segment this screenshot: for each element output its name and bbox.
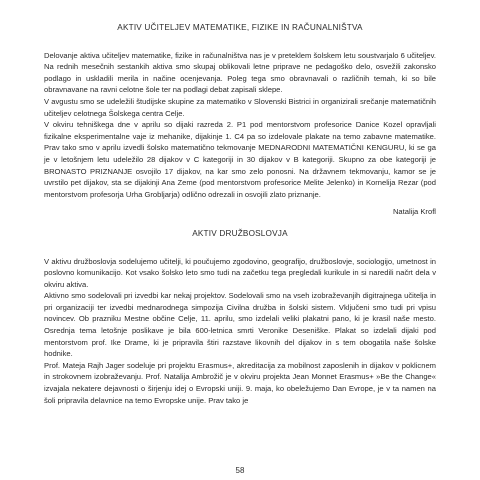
paragraph: Aktivno smo sodelovali pri izvedbi kar nekaj projektov. Sodelovali smo na vseh izobraževanjih digitrajnega učitelja in pri organizaciji ter izvedbi mednarodnega simpozija Civilna družba in šolski sistem. Vključeni smo tudi pri vpisu novincev. Ob prazniku Mestne občine Celje, 11. aprilu, smo izdelali veliki plakatni pano, ki je krasil naše mesto. Osrednja tema letošnje poslikave je bila 600-letnica smrti Veronike Deseniške. Plakat so izdelali dijaki pod mentorstvom prof. Ike Drame, ki je pripravila štiri razstave likovnih del dijakov in s tem obogatila naše šolske hodnike. <box>44 291 436 359</box>
paragraph: V avgustu smo se udeležili študijske skupine za matematiko v Slovenski Bistrici in organizirali srečanje matematičnih učiteljev celotnega Šolskega centra Celje. <box>44 96 436 118</box>
section-heading-math: AKTIV UČITELJEV MATEMATIKE, FIZIKE IN RAČUNALNIŠTVA <box>117 23 363 32</box>
paragraph: Prof. Mateja Rajh Jager sodeluje pri projektu Erasmus+, akreditacija za mobilnost zaposlenih in dijakov v poklicnem in strokovnem izobraževanju. Prof. Natalija Ambrožič je v okviru projekta Jean Monnet Erasmus+ »Be the Change« izvajala nekatere dejavnosti o širjenju idej o Evropski uniji. 9. maja, ko obeležujemo Dan Evrope, je v ta namen na šoli pripravila delavnice na temo Evropske unije. Prav tako je <box>44 360 436 405</box>
document-page <box>44 22 436 406</box>
paragraph: Delovanje aktiva učiteljev matematike, fizike in računalništva nas je v preteklem šolskem letu soustvarjalo 6 učiteljev. Na rednih mesečnih sestankih aktiva smo skupaj oblikovali letne priprave ne pedagoško delo, osvežili zakonsko podlago in uskladili merila in načine ocenjevanja. Poleg tega smo obravnavali o različnih temah, ki so bile obravnavane na ravni celotne šole ter na podlagi debat zapisali sklepe. <box>44 50 436 95</box>
author-signature: Natalija Krofl <box>392 207 436 217</box>
section-heading-social-sciences: AKTIV DRUŽBOSLOVJA <box>192 228 288 238</box>
paragraph: V okviru tehniškega dne v aprilu so dijaki razreda 2. P1 pod mentorstvom profesorice Danice Kozel opravljali fizikalne eksperimentalne vaje iz mehanike, dijakinje 1. C4 pa so izdelovale plakate na temo zabavne matematike. Prav tako smo v aprilu izvedli šolsko matematično tekmovanje MEDNARODNI MATEMATIČNI KENGURU, ki se ga je v letošnjem letu udeležilo 28 dijakov v C kategoriji in 30 dijakov v B kategoriji. Skupno za obe kategoriji je BRONASTO PRIZNANJE osvojilo 17 dijakov, na kar smo zelo ponosni. Na državnem tekmovanju, kamor se je uvrstilo pet dijakov, sta se dijakinji Ana Zeme (pod mentorstvom profesorice Melite Jelenko) in Kornelija Rezar (pod mentorstvom profesorja Urha Grobljarja) odlično odrezali in osvojili zlato priznanje. <box>44 120 436 199</box>
page-number: 58 <box>235 466 245 475</box>
paragraph: V aktivu družboslovja sodelujemo učitelji, ki poučujemo zgodovino, geografijo, družboslovje, sociologijo, umetnost in poslovno komunikacijo. Kot vsako šolsko leto smo tudi na začetku tega pregledali kurikule in si naredili načrt dela v okviru aktiva. <box>44 256 436 289</box>
